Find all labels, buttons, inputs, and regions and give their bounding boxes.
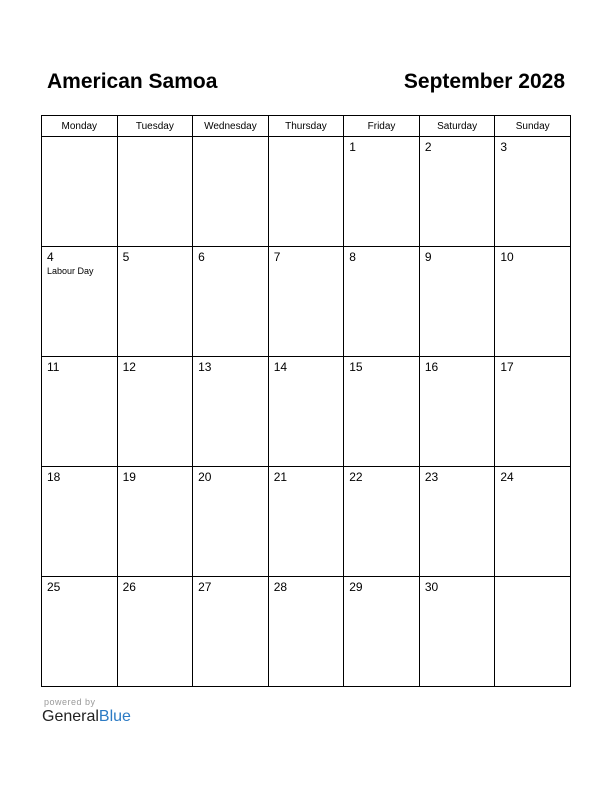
weekday-wednesday: Wednesday: [193, 116, 269, 137]
week-row: [42, 577, 571, 687]
day-number: [193, 137, 268, 140]
day-cell: [495, 467, 571, 577]
day-number: [42, 137, 117, 140]
week-row: [42, 357, 571, 467]
day-cell: [344, 467, 420, 577]
day-cell: [42, 577, 118, 687]
day-number: 29: [349, 580, 363, 594]
weekday-saturday: Saturday: [419, 116, 495, 137]
logo-blue-text: Blue: [98, 708, 131, 725]
day-cell: [42, 247, 118, 357]
day-cell: [419, 137, 495, 247]
weekday-thursday: Thursday: [268, 116, 344, 137]
day-cell: [193, 467, 269, 577]
day-number: 3: [500, 140, 508, 154]
country-title: American Samoa: [47, 70, 218, 93]
weekday-sunday: Sunday: [495, 116, 571, 137]
day-cell: [419, 467, 495, 577]
day-cell: [268, 247, 344, 357]
holiday-label: Labour Day: [47, 266, 94, 276]
day-cell: [42, 467, 118, 577]
day-number: 16: [424, 360, 439, 374]
day-number: 8: [349, 250, 356, 264]
week-row: [42, 137, 571, 247]
day-number: 5: [122, 250, 130, 264]
day-cell: [117, 137, 193, 247]
day-cell: [419, 357, 495, 467]
day-cell: [268, 467, 344, 577]
day-cell: [495, 247, 571, 357]
generalblue-logo: [42, 708, 131, 726]
day-number: 4: [47, 250, 54, 264]
week-row: [42, 467, 571, 577]
day-number: 6: [198, 250, 205, 264]
month-title: September 2028: [403, 70, 565, 93]
day-cell: [344, 577, 420, 687]
day-number: 13: [198, 360, 212, 374]
powered-by-text: powered by: [44, 697, 96, 707]
day-number: 9: [424, 250, 432, 264]
day-number: 1: [349, 140, 356, 154]
day-number: 21: [273, 470, 288, 484]
day-cell: [193, 247, 269, 357]
day-number: [495, 577, 570, 580]
day-cell: [42, 357, 118, 467]
day-cell: [193, 137, 269, 247]
day-number: 12: [122, 360, 136, 374]
weekday-tuesday: Tuesday: [117, 116, 193, 137]
day-cell: [193, 357, 269, 467]
weekday-friday: Friday: [344, 116, 420, 137]
day-cell: [117, 467, 193, 577]
day-cell: [268, 137, 344, 247]
day-number: 26: [122, 580, 136, 594]
day-cell: [344, 137, 420, 247]
day-cell: [495, 577, 571, 687]
day-number: 7: [273, 250, 281, 264]
day-number: 15: [349, 360, 363, 374]
day-number: 25: [47, 580, 61, 594]
day-cell: [193, 577, 269, 687]
week-row: [42, 247, 571, 357]
day-number: 20: [198, 470, 212, 484]
day-cell: [268, 357, 344, 467]
day-number: 14: [273, 360, 288, 374]
day-number: [269, 137, 344, 140]
logo-general-text: General: [42, 708, 99, 725]
day-cell: [117, 247, 193, 357]
day-number: 17: [500, 360, 514, 374]
day-cell: [42, 137, 118, 247]
day-number: 11: [47, 360, 60, 374]
weekday-header-row: [42, 116, 571, 137]
day-cell: [419, 247, 495, 357]
day-cell: [344, 357, 420, 467]
day-cell: [344, 247, 420, 357]
day-number: 10: [500, 250, 514, 264]
day-number: [118, 137, 193, 140]
day-cell: [495, 357, 571, 467]
day-cell: [117, 357, 193, 467]
day-number: 24: [500, 470, 514, 484]
day-number: 2: [424, 140, 432, 154]
day-number: 22: [349, 470, 363, 484]
day-cell: [495, 137, 571, 247]
day-number: 28: [273, 580, 288, 594]
day-number: 27: [198, 580, 212, 594]
day-cell: [419, 577, 495, 687]
brand-footer: [42, 697, 131, 726]
day-number: 23: [424, 470, 439, 484]
calendar-grid: [41, 115, 571, 687]
day-cell: [268, 577, 344, 687]
day-number: 18: [47, 470, 61, 484]
weekday-monday: Monday: [42, 116, 118, 137]
day-cell: [117, 577, 193, 687]
day-number: 19: [122, 470, 136, 484]
day-number: 30: [424, 580, 439, 594]
